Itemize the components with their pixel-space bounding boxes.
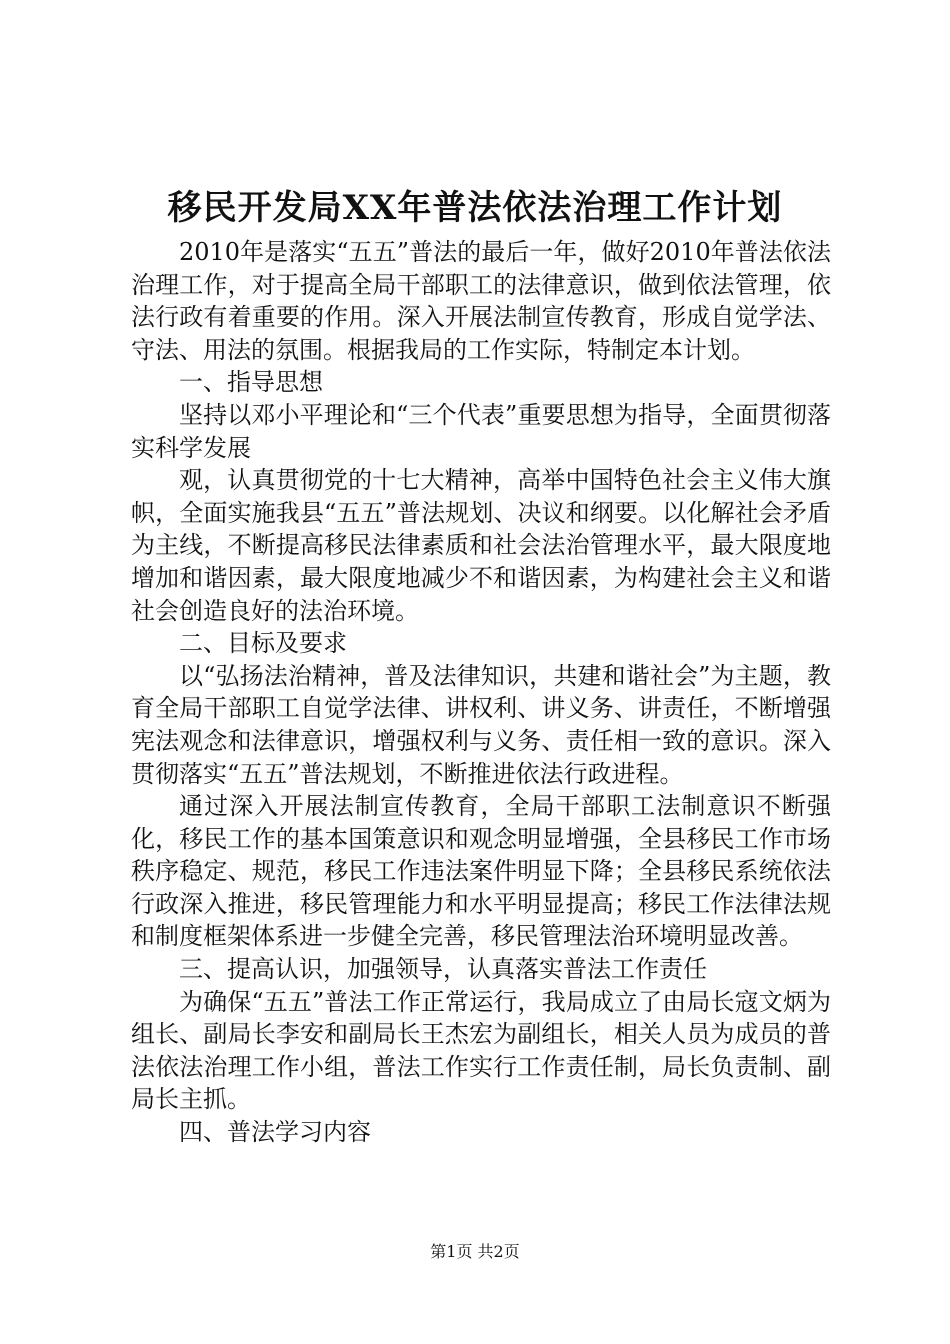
section-heading-goals: 二、目标及要求 (179, 629, 347, 658)
document-body (131, 236, 831, 1149)
goals-paragraph-2: 通过深入开展法制宣传教育，全局干部职工法制意识不断强化，移民工作的基本国策意识和观念明显增强，全县移民工作市场秩序稳定、规范，移民工作违法案件明显下降；全县移民系统依法行政深入推进，移民管理能力和水平明显提高；移民工作法律法规和制度框架体系进一步健全完善，移民管理法治环境明显改善。 (131, 792, 831, 951)
guiding-ideology-paragraph-2: 观，认真贯彻党的十七大精神，高举中国特色社会主义伟大旗帜，全面实施我县“五五”普法规划、决议和纲要。以化解社会矛盾为主线，不断提高移民法律素质和社会法治管理水平，最大限度地增加和谐因素，最大限度地减少不和谐因素，为构建社会主义和谐社会创造良好的法治环境。 (131, 466, 831, 625)
goals-paragraph-1: 以“弘扬法治精神，普及法律知识，共建和谐社会”为主题，教育全局干部职工自觉学法律、讲权利、讲义务、讲责任，不断增强宪法观念和法律意识，增强权利与义务、责任相一致的意识。深入贯彻落实“五五”普法规划，不断推进依法行政进程。 (131, 661, 831, 788)
section-heading-leadership: 三、提高认识，加强领导，认真落实普法工作责任 (179, 955, 707, 984)
document-title: 移民开发局XX年普法依法治理工作计划 (167, 188, 783, 228)
page-indicator: 第1页 共2页 (430, 1242, 520, 1261)
guiding-ideology-paragraph-1: 坚持以邓小平理论和“三个代表”重要思想为指导，全面贯彻落实科学发展 (131, 400, 831, 462)
intro-paragraph: 2010年是落实“五五”普法的最后一年，做好2010年普法依法治理工作，对于提高全局干部职工的法律意识，做到依法管理，依法行政有着重要的作用。深入开展法制宣传教育，形成自觉学法、守法、用法的氛围。根据我局的工作实际，特制定本计划。 (131, 238, 831, 364)
section-heading-guiding-ideology: 一、指导思想 (179, 368, 323, 397)
leadership-paragraph: 为确保“五五”普法工作正常运行，我局成立了由局长寇文炳为组长、副局长李安和副局长王杰宏为副组长，相关人员为成员的普法依法治理工作小组，普法工作实行工作责任制，局长负责制、副局长主抓。 (131, 987, 831, 1114)
section-heading-study-content: 四、普法学习内容 (179, 1118, 371, 1147)
